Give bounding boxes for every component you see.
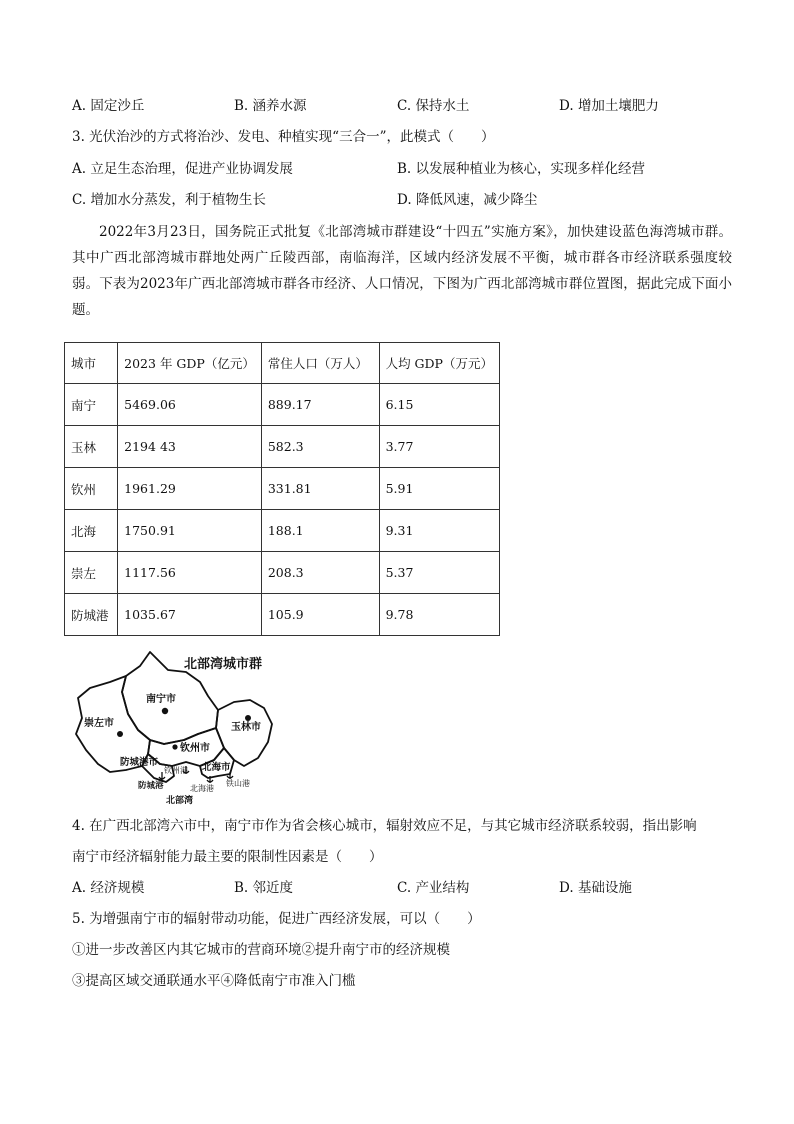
table-header-cell: 常住人口（万人） [261,343,379,384]
option-letter: C. [397,98,412,114]
q3-option-a [72,159,293,179]
option-letter: B. [397,161,412,177]
q4-option-d [559,878,632,898]
chongzuo-label: 崇左市 [84,718,114,729]
table-cell: 5.91 [379,468,499,510]
q4-option-a [72,878,144,898]
q4-stem-line2: 南宁市经济辐射能力最主要的限制性因素是（ ） [72,849,383,865]
map-title: 北部湾城市群 [184,657,263,672]
map-svg [68,648,288,810]
option-letter: D. [559,98,574,114]
option-text: 邻近度 [252,880,294,896]
fangcheng-port-label: 防城港 [138,781,164,791]
table-cell: 崇左 [65,552,118,594]
yulin-dot [245,715,251,721]
gdp-table [64,342,500,636]
q3-stem: 3. 光伏治沙的方式将治沙、发电、种植实现“三合一”，此模式（ ） [72,129,495,145]
q2-option-d [559,96,659,116]
option-text: 立足生态治理，促进产业协调发展 [90,161,293,177]
option-text: 增加土壤肥力 [577,98,659,114]
option-letter: A. [72,161,87,177]
table-cell: 6.15 [379,384,499,426]
table-cell: 5.37 [379,552,499,594]
table-cell: 南宁 [65,384,118,426]
beibu-gulf-label: 北部湾 [166,796,194,806]
table-row [65,552,500,594]
q3-option-d [397,190,537,210]
option-letter: C. [72,192,87,208]
table-header-cell: 城市 [65,343,118,384]
option-text: 经济规模 [90,880,145,896]
q4-option-b [234,878,293,898]
table-header-row [65,343,500,384]
q5-stem: 5. 为增强南宁市的辐射带动功能，促进广西经济发展，可以（ ） [72,911,481,927]
table-cell: 1961.29 [118,468,262,510]
table-cell: 1750.91 [118,510,262,552]
tieshan-port-label: 铁山港 [226,779,250,788]
option-letter: B. [234,880,249,896]
table-header-cell: 2023 年 GDP（亿元） [118,343,262,384]
option-text: 基础设施 [577,880,632,896]
table-header-cell: 人均 GDP（万元） [379,343,499,384]
q5-choices-line1: ①进一步改善区内其它城市的营商环境②提升南宁市的经济规模 [72,942,450,958]
q3-option-b [397,159,645,179]
option-text: 以发展种植业为核心，实现多样化经营 [415,161,646,177]
beihai-port-label: 北海港 [190,784,214,793]
nanning-dot [162,708,168,714]
table-cell: 582.3 [261,426,379,468]
table-cell: 2194 43 [118,426,262,468]
option-letter: D. [559,880,574,896]
option-text: 保持水土 [415,98,470,114]
table-cell: 北海 [65,510,118,552]
option-text: 涵养水源 [252,98,307,114]
table-cell: 9.31 [379,510,499,552]
option-text: 产业结构 [415,880,470,896]
table-cell: 889.17 [261,384,379,426]
table-cell: 9.78 [379,594,499,636]
table-cell: 105.9 [261,594,379,636]
option-letter: A. [72,880,87,896]
q2-option-c [397,96,469,116]
table-row [65,384,500,426]
q4-stem-line1: 4. 在广西北部湾六市中，南宁市作为省会核心城市，辐射效应不足，与其它城市经济联系较弱，指出影响 [72,818,697,834]
chongzuo-dot [117,731,123,737]
table-row [65,468,500,510]
table-row [65,426,500,468]
q2-option-a [72,96,144,116]
table-cell: 钦州 [65,468,118,510]
table-cell: 1035.67 [118,594,262,636]
q5-choices-line2: ③提高区域交通联通水平④降低南宁市准入门槛 [72,973,356,989]
yulin-label: 玉林市 [231,722,261,733]
table-cell: 5469.06 [118,384,262,426]
table-cell: 208.3 [261,552,379,594]
table-cell: 玉林 [65,426,118,468]
nanning-label: 南宁市 [146,694,176,705]
table-row [65,510,500,552]
qinzhou-label: 钦州市 [180,743,210,754]
tieshan-port-anchor-icon [227,772,233,779]
beihai-label: 北海市 [202,762,231,773]
option-text: 降低风速，减少降尘 [415,192,538,208]
passage-text: 2022年3月23日，国务院正式批复《北部湾城市群建设“十四五”实施方案》，加快建设蓝色海湾城市群。其中广西北部湾城市群地处两广丘陵西部，南临海洋，区域内经济发展不平衡，城市群各市经济联系强度较弱。下表为2023年广西北部湾城市群各市经济、人口情况，下图为广西北部湾城市群位置图，据此完成下面小题。 [72,224,732,318]
option-letter: B. [234,98,249,114]
q2-option-b [234,96,307,116]
beibu-gulf-map [68,648,288,810]
table-cell: 331.81 [261,468,379,510]
table-row [65,594,500,636]
fangchenggang-label: 防城港市 [120,757,159,768]
option-letter: A. [72,98,87,114]
option-text: 增加水分蒸发，利于植物生长 [90,192,266,208]
option-letter: C. [397,880,412,896]
table-cell: 1117.56 [118,552,262,594]
table-cell: 3.77 [379,426,499,468]
table-cell: 188.1 [261,510,379,552]
yulin-region [216,700,272,766]
option-letter: D. [397,192,412,208]
qinzhou-port-label: 钦州港 [164,766,188,775]
option-text: 固定沙丘 [90,98,145,114]
table-cell: 防城港 [65,594,118,636]
q4-option-c [397,878,469,898]
q3-option-c [72,190,266,210]
qinzhou-dot [172,744,177,749]
